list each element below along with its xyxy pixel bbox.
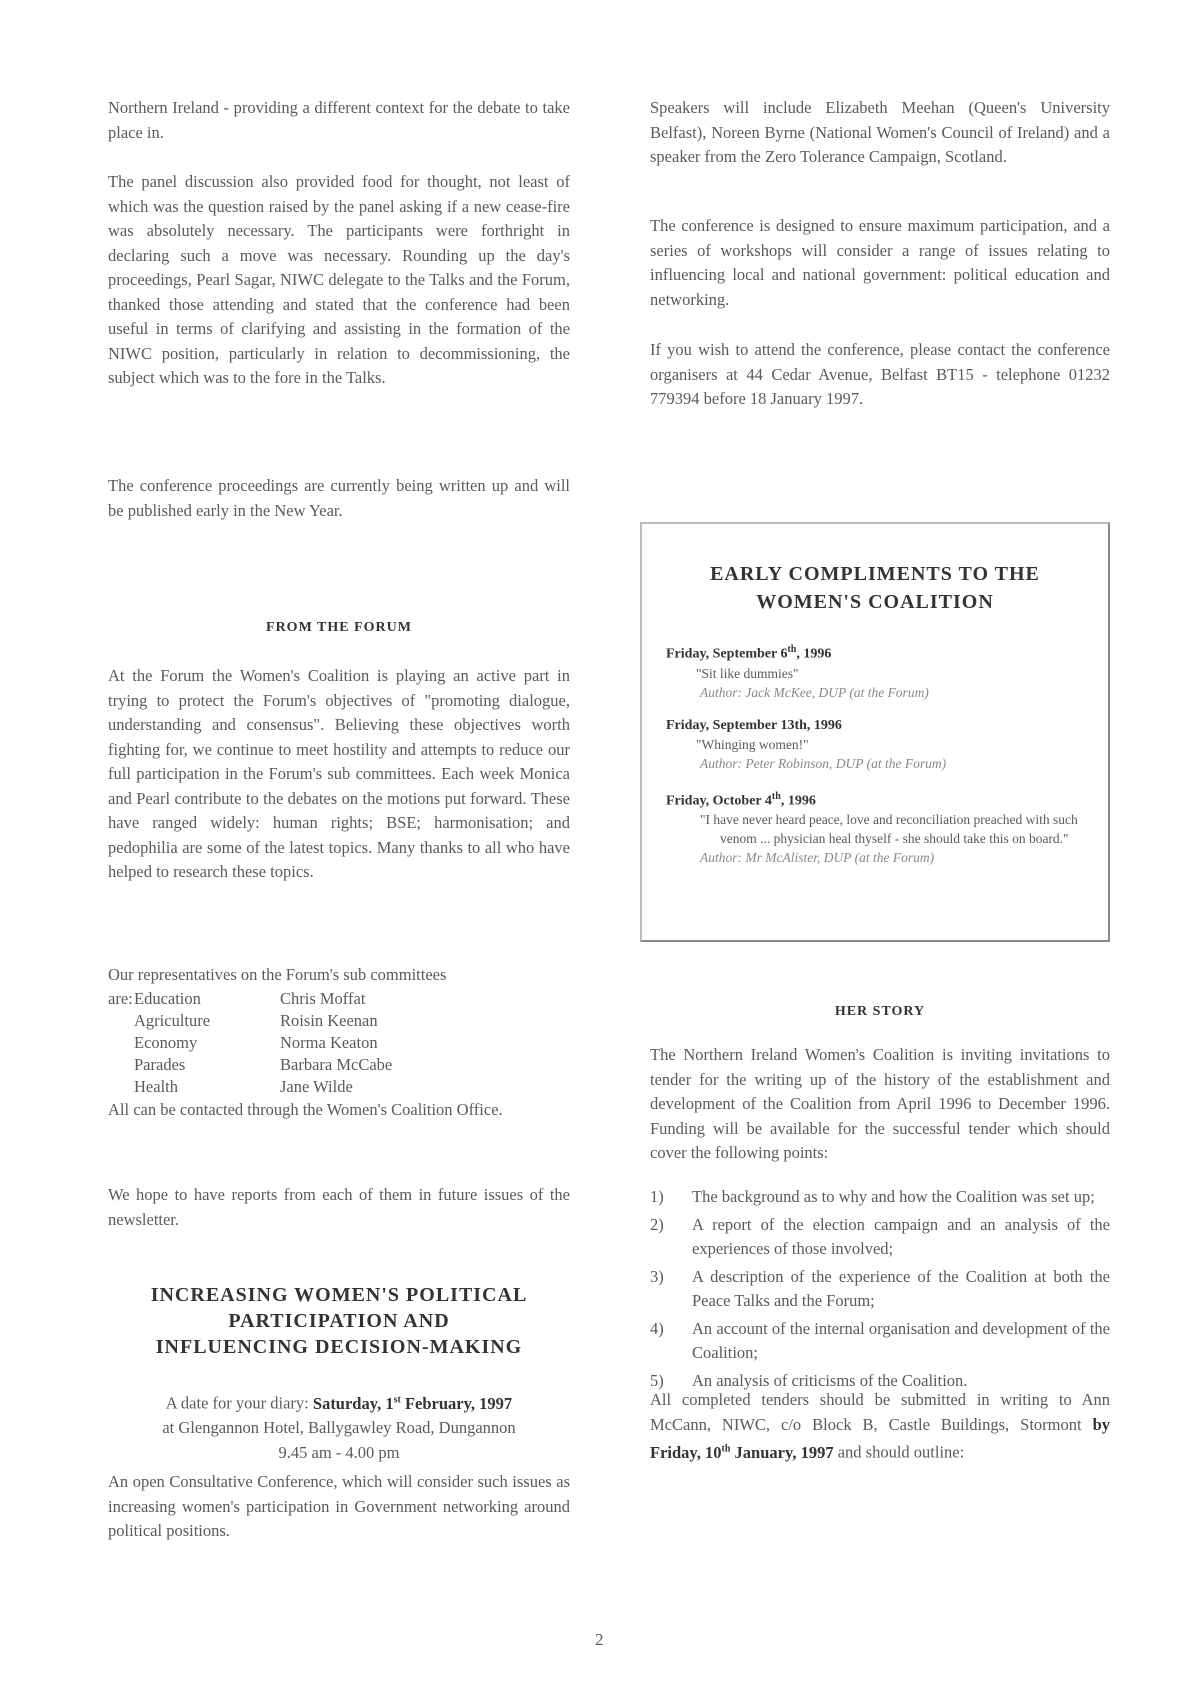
venue: at Glengannon Hotel, Ballygawley Road, Dungannon xyxy=(162,1418,516,1437)
representative-name: Norma Keaton xyxy=(280,1032,378,1052)
paragraph-submission xyxy=(650,1388,1110,1465)
reps-are-label xyxy=(108,1076,134,1098)
compliments-box xyxy=(640,522,1110,942)
heading-from-the-forum: FROM THE FORUM xyxy=(266,620,412,635)
compliment-date: Friday, September 6th, 1996 xyxy=(666,644,832,662)
point-number: 5) xyxy=(650,1370,664,1390)
title-line: EARLY COMPLIMENTS TO THE xyxy=(710,563,1040,585)
compliment-date: Friday, October 4th, 1996 xyxy=(666,790,816,809)
point-text: A description of the experience of the Coalition at both the Peace Talks and the Forum; xyxy=(692,1266,1110,1310)
compliment-date: Friday, September 13th, 1996 xyxy=(666,717,842,733)
title-line: WOMEN'S COALITION xyxy=(756,591,994,613)
paragraph-speakers: Speakers will include Elizabeth Meehan (Queen's University Belfast), Noreen Byrne (National Women's Council of Ireland) and a speaker from the Zero Tolerance Campaign, Scotland. xyxy=(650,98,1110,166)
paragraph-design: The conference is designed to ensure maximum participation, and a series of workshops will consider a range of issues relating to influencing local and national government: political education and networking. xyxy=(650,216,1110,309)
committee-name: Agriculture xyxy=(134,1010,211,1030)
paragraph-forum: At the Forum the Women's Coalition is playing an active part in trying to protect the Forum's objectives of "promoting dialogue, understanding and consensus". Believing these objectives worth fighting for, we continue to meet hostility and attempts to reduce our full participation in the Forum's sub committees. Each week Monica and Pearl contribute to the debates on the motions put forward. These have ranged widely: human rights; BSE; harmonisation; and pedophilia are some of the latest topics. Many thanks to all who have helped to research these topics. xyxy=(108,666,570,881)
reps-are-label xyxy=(108,1032,134,1054)
compliment-author: Author: Jack McKee, DUP (at the Forum) xyxy=(700,684,929,700)
time: 9.45 am - 4.00 pm xyxy=(278,1442,400,1462)
compliment-entry xyxy=(666,787,1108,868)
point-number: 2) xyxy=(650,1214,664,1234)
submission-deadline: by Friday, 10th January, 1997 xyxy=(650,1414,1111,1462)
committee-name: Parades xyxy=(134,1054,186,1074)
reps-are-label: are: xyxy=(108,988,133,1008)
compliment-entry xyxy=(666,640,1108,702)
representative-row xyxy=(108,1010,392,1032)
compliment-quote: "I have never heard peace, love and reconciliation preached with such venom ... physician heal thyself - she should take this on board." xyxy=(700,812,1078,847)
representatives-table xyxy=(108,988,392,1098)
tender-point xyxy=(650,1185,1110,1210)
point-text: A report of the election campaign and an analysis of the experiences of those involved; xyxy=(692,1214,1110,1258)
representative-name: Jane Wilde xyxy=(280,1076,353,1096)
representative-row xyxy=(108,1032,392,1054)
point-text: An analysis of criticisms of the Coalition. xyxy=(692,1370,968,1390)
heading-line: INCREASING WOMEN'S POLITICAL xyxy=(150,1284,528,1306)
representative-name: Barbara McCabe xyxy=(280,1054,393,1074)
heading-line: INFLUENCING DECISION-MAKING xyxy=(155,1336,523,1358)
tender-points-list xyxy=(650,1185,1110,1396)
point-number: 3) xyxy=(650,1266,664,1286)
compliment-quote: "Whinging women!" xyxy=(696,736,809,752)
tender-point xyxy=(650,1265,1110,1314)
paragraph-context: Northern Ireland - providing a different context for the debate to take place in. xyxy=(108,98,570,142)
representative-name: Chris Moffat xyxy=(280,988,366,1008)
tender-point xyxy=(650,1213,1110,1262)
representatives-contact: All can be contacted through the Women's Coalition Office. xyxy=(108,1099,503,1119)
committee-name: Health xyxy=(134,1076,178,1096)
compliment-author: Author: Mr McAlister, DUP (at the Forum) xyxy=(700,850,935,866)
paragraph-proceedings: The conference proceedings are currently being written up and will be published early in the New Year. xyxy=(108,476,570,520)
paragraph-open-conference: An open Consultative Conference, which will consider such issues as increasing women's participation in Government networking around political positions. xyxy=(108,1472,570,1540)
paragraph-panel-discussion: The panel discussion also provided food for thought, not least of which was the question raised by the panel asking if a new cease-fire was absolutely necessary. The participants were forthright in declaring such a move was necessary. Rounding up the day's proceedings, Pearl Sagar, NIWC delegate to the Talks and the Forum, thanked those attending and stated that the conference had been useful in terms of clarifying and assisting in the formation of the NIWC position, particularly in relation to decommissioning, the subject which was to the fore in the Talks. xyxy=(108,172,570,387)
point-text: An account of the internal organisation and development of the Coalition; xyxy=(692,1318,1110,1362)
tender-point xyxy=(650,1317,1110,1366)
representatives-intro: Our representatives on the Forum's sub committees xyxy=(108,965,447,984)
representative-name: Roisin Keenan xyxy=(280,1010,378,1030)
compliments-title xyxy=(642,560,1108,616)
diary-date-block xyxy=(108,1388,570,1465)
heading-increasing-participation xyxy=(108,1282,570,1360)
compliment-quote: "Sit like dummies" xyxy=(696,665,799,681)
representative-row xyxy=(108,988,392,1010)
submission-suffix: and should outline: xyxy=(837,1442,965,1462)
heading-her-story: HER STORY xyxy=(834,1004,926,1019)
committee-name: Education xyxy=(134,988,201,1008)
point-text: The background as to why and how the Coalition was set up; xyxy=(692,1187,1095,1206)
compliment-entry xyxy=(666,716,1108,773)
reps-are-label xyxy=(108,1010,134,1032)
submission-text: All completed tenders should be submitted in writing to Ann McCann, NIWC, c/o Block B, Castle Buildings, Stormont xyxy=(650,1390,1110,1434)
reps-are-label xyxy=(108,1054,134,1076)
committee-name: Economy xyxy=(134,1032,198,1052)
diary-date: Saturday, 1st February, 1997 xyxy=(312,1393,513,1413)
paragraph-hope: We hope to have reports from each of them in future issues of the newsletter. xyxy=(108,1185,570,1229)
compliment-author: Author: Peter Robinson, DUP (at the Forum) xyxy=(700,755,947,771)
point-number: 4) xyxy=(650,1318,664,1338)
page-number: 2 xyxy=(595,1630,604,1649)
paragraph-attend: If you wish to attend the conference, please contact the conference organisers at 44 Cedar Avenue, Belfast BT15 - telephone 01232 779394 before 18 January 1997. xyxy=(650,340,1110,408)
heading-line: PARTICIPATION AND xyxy=(228,1310,450,1332)
point-number: 1) xyxy=(650,1187,664,1206)
paragraph-her-story: The Northern Ireland Women's Coalition is inviting invitations to tender for the writing up of the history of the establishment and development of the Coalition from April 1996 to December 1996. Funding will be available for the successful tender which should cover the following points: xyxy=(650,1045,1110,1162)
representative-row xyxy=(108,1054,392,1076)
diary-prefix: A date for your diary: xyxy=(165,1393,309,1413)
representatives-section xyxy=(108,963,570,1122)
representative-row xyxy=(108,1076,392,1098)
